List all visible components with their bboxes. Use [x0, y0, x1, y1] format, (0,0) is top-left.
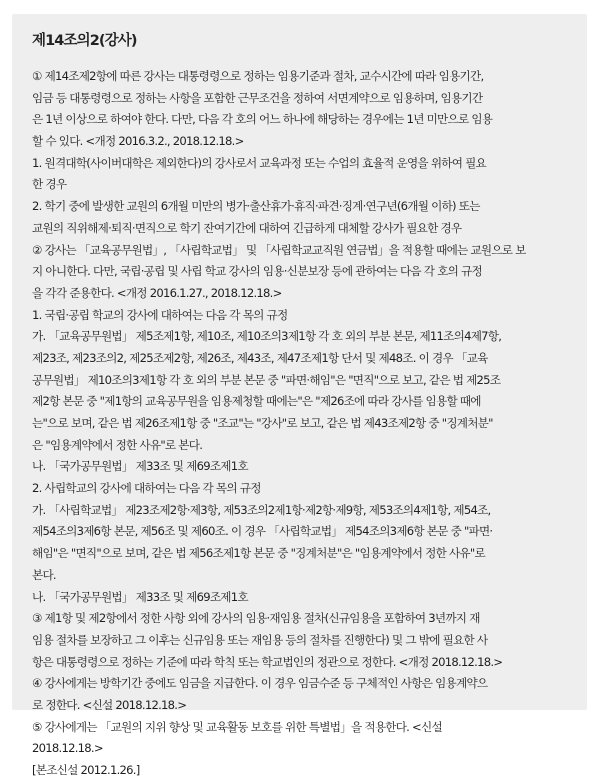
body-line: 나. 「국가공무원법」 제33조 및 제69조제1호 [32, 459, 248, 474]
body-line: 로 정한다. <신설 2018.12.18.> [32, 697, 187, 712]
body-line: 은 1년 이상으로 하여야 한다. 다만, 다음 각 호의 어느 하나에 해당하는 경우에는 1년 미만으로 임용 [32, 112, 493, 127]
body-line: 해임"은 "면직"으로 보며, 같은 법 제56조제1항 본문 중 "징계처분"은 "임용계약에서 정한 사유"로 [32, 546, 485, 561]
body-line: 2018.12.18.> [32, 741, 103, 756]
body-line: [본조신설 2012.1.26.] [32, 763, 140, 777]
article-body [32, 66, 574, 782]
body-line: ⑤ 강사에게는 「교원의 지위 향상 및 교육활동 보호를 위한 특별법」을 적용한다. <신설 [32, 719, 442, 734]
body-line: ② 강사는 「교육공무원법」, 「사립학교법」 및 「사립학교교직원 연금법」을 적용할 때에는 교원으로 보 [32, 242, 526, 257]
body-line: 2. 학기 중에 발생한 교원의 6개월 미만의 병가·출산휴가·휴직·파견·징계·연구년(6개월 이하) 또는 [32, 199, 480, 214]
body-line: 제23조, 제23조의2, 제25조제2항, 제26조, 제43조, 제47조제1항 단서 및 제48조. 이 경우 「교육 [32, 350, 488, 365]
body-line: 가. 「교육공무원법」 제5조제1항, 제10조, 제10조의3제1항 각 호 외의 부분 본문, 제11조의4제7항, [32, 329, 502, 344]
body-line: 교원의 직위해제·퇴직·면직으로 학기 잔여기간에 대하여 긴급하게 대체할 강사가 필요한 경우 [32, 220, 462, 235]
statute-panel [12, 14, 587, 777]
body-line: 한 경우 [32, 177, 67, 192]
body-line: 나. 「국가공무원법」 제33조 및 제69조제1호 [32, 589, 248, 604]
body-line: 1. 국립·공립 학교의 강사에 대하여는 다음 각 목의 규정 [32, 307, 288, 322]
body-line: 지 아니한다. 다만, 국립·공립 및 사립 학교 강사의 임용·신분보장 등에 관하여는 다음 각 호의 규정 [32, 264, 482, 279]
body-line: 제54조의3제6항 본문, 제56조 및 제60조. 이 경우 「사립학교법」 제54조의3제6항 본문 중 "파면· [32, 524, 493, 539]
body-line: 2. 사립학교의 강사에 대하여는 다음 각 목의 규정 [32, 481, 261, 496]
body-line: ③ 제1항 및 제2항에서 정한 사항 외에 강사의 임용·재임용 절차(신규임용을 포함하여 3년까지 재 [32, 611, 480, 626]
body-line: 공무원법」 제10조의3제1항 각 호 외의 부분 본문 중 "파면·해임"은 "면직"으로 보고, 같은 법 제25조 [32, 372, 501, 387]
body-line: 는"으로 보며, 같은 법 제26조제1항 중 "조교"는 "강사"로 보고, 같은 법 제43조제2항 중 "징계처분" [32, 416, 493, 430]
body-line: 임금 등 대통령령으로 정하는 사항을 포함한 근무조건을 정하여 서면계약으로 임용하며, 임용기간 [32, 90, 483, 105]
body-line: 할 수 있다. <개정 2016.3.2., 2018.12.18.> [32, 134, 244, 149]
article-title: 제14조의2(강사) [32, 33, 137, 49]
body-line: 1. 원격대학(사이버대학은 제외한다)의 강사로서 교육과정 또는 수업의 효율적 운영을 위하여 필요 [32, 155, 486, 170]
body-line: ① 제14조제2항에 따른 강사는 대통령령으로 정하는 임용기준과 절차, 교수시간에 따라 임용기간, [32, 69, 484, 83]
body-line: 항은 대통령령으로 정하는 기준에 따라 학칙 또는 학교법인의 정관으로 정한다. <개정 2018.12.18.> [32, 654, 503, 669]
body-line: 제2항 본문 중 "제1항의 교육공무원을 임용제청할 때에는"은 "제26조에 따라 강사를 임용할 때에 [32, 394, 481, 409]
body-line: 임용 절차를 보장하고 그 이후는 신규임용 또는 재임용 등의 절차를 진행한다) 및 그 밖에 필요한 사 [32, 632, 488, 647]
body-line: 가. 「사립학교법」 제23조제2항·제3항, 제53조의2제1항·제2항·제9항, 제53조의4제1항, 제54조, [32, 502, 491, 517]
body-line: 은 "임용계약에서 정한 사유"로 본다. [32, 437, 203, 452]
body-line: 본다. [32, 567, 56, 582]
body-line: 을 각각 준용한다. <개정 2016.1.27., 2018.12.18.> [32, 285, 282, 300]
body-line: ④ 강사에게는 방학기간 중에도 임금을 지급한다. 이 경우 임금수준 등 구체적인 사항은 임용계약으 [32, 676, 488, 691]
